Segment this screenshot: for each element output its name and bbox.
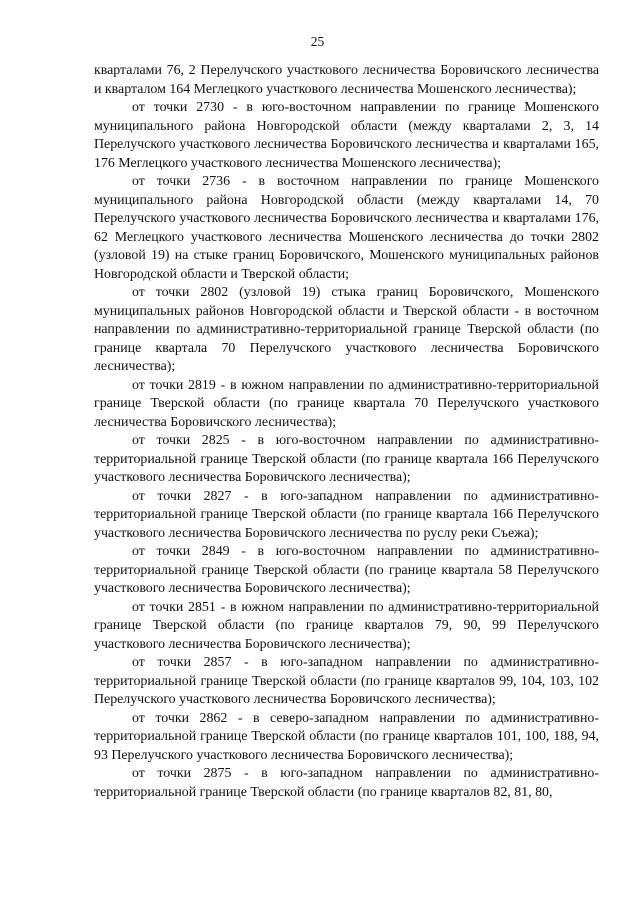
page-number: 25 — [310, 34, 325, 49]
paragraph-point-2730: от точки 2730 - в юго-восточном направлении по границе Мошенского муниципального района Новгородской области (между кварталами 2, 3, 14 Перелучского участкового лесничества Боровичского лесничества и кварталами 165, 176 Меглецкого участкового лесничества Мошенского лесничества); — [94, 100, 599, 171]
document-body — [94, 62, 599, 802]
paragraph-point-2736: от точки 2736 - в восточном направлении по границе Мошенского муниципального района Новгородской области (между кварталами 14, 70 Перелучского участкового лесничества Боровичского лесничества и кварталами 176, 62 Меглецкого участкового лесничества Мошенского лесничества до точки 2802 (узловой 19) на стыке границ Боровичского, Мошенского муниципальных районов Новгородской области и Тверской области; — [94, 174, 599, 282]
paragraph-point-2819: от точки 2819 - в южном направлении по административно-территориальной границе Тверской области (по границе квартала 70 Перелучского участкового лесничества Боровичского лесничества); — [94, 377, 599, 430]
paragraph-point-2802: от точки 2802 (узловой 19) стыка границ Боровичского, Мошенского муниципальных районов Новгородской области и Тверской области - в восточном направлении по административно-территориальной границе Тверской области (по границе квартала 70 Перелучского участкового лесничества Боровичского лесничества); — [94, 285, 599, 374]
paragraph-point-2827: от точки 2827 - в юго-западном направлении по административно-территориальной границе Тверской области (по границе квартала 166 Перелучского участкового лесничества Боровичского лесничества по руслу реки Съежа); — [94, 488, 599, 541]
paragraph-point-2862: от точки 2862 - в северо-западном направлении по административно-территориальной границе Тверской области (по границе кварталов 101, 100, 188, 94, 93 Перелучского участкового лесничества Боровичского лесничества); — [94, 710, 599, 763]
paragraph-continuation: кварталами 76, 2 Перелучского участкового лесничества Боровичского лесничества и кварталом 164 Меглецкого участкового лесничества Мошенского лесничества); — [94, 63, 599, 97]
paragraph-point-2825: от точки 2825 - в юго-восточном направлении по административно-территориальной границе Тверской области (по границе квартала 166 Перелучского участкового лесничества Боровичского лесничества); — [94, 433, 599, 485]
paragraph-point-2875: от точки 2875 - в юго-западном направлении по административно-территориальной границе Тверской области (по границе кварталов 82, 81, 80, — [94, 766, 599, 800]
paragraph-point-2851: от точки 2851 - в южном направлении по административно-территориальной границе Тверской области (по границе кварталов 79, 90, 99 Перелучского участкового лесничества Боровичского лесничества); — [94, 599, 599, 652]
paragraph-point-2857: от точки 2857 - в юго-западном направлении по административно-территориальной границе Тверской области (по границе кварталов 99, 104, 103, 102 Перелучского участкового лесничества Боровичского лесничества); — [94, 655, 599, 707]
paragraph-point-2849: от точки 2849 - в юго-восточном направлении по административно-территориальной границе Тверской области (по границе квартала 58 Перелучского участкового лесничества Боровичского лесничества); — [94, 544, 599, 596]
